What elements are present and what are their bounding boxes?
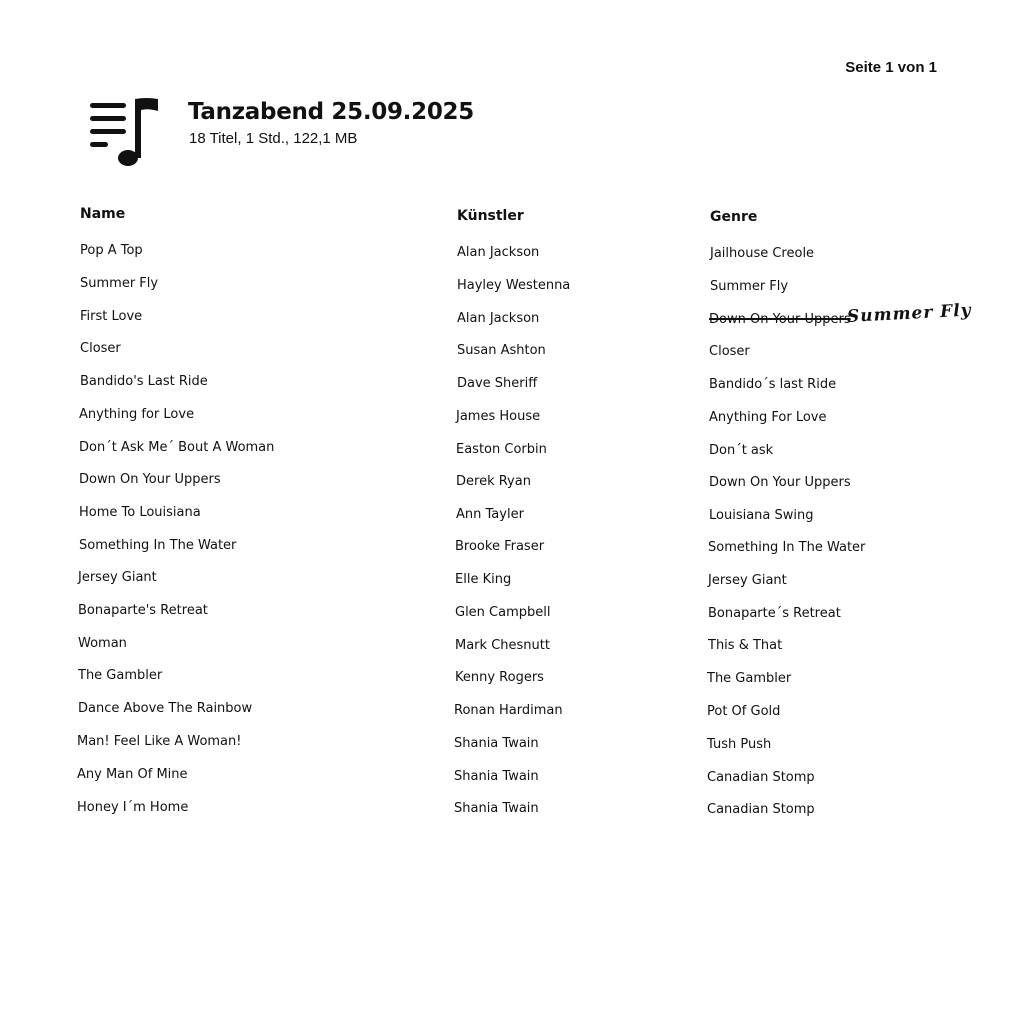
song-genre: Bandido´s last Ride: [709, 377, 837, 392]
handwritten-correction: Summer Fly: [846, 300, 973, 327]
playlist-title: Tanzabend 25.09.2025: [188, 99, 474, 125]
playlist-summary: 18 Titel, 1 Std., 122,1 MB: [189, 130, 358, 147]
column-header-name: Name: [80, 206, 126, 222]
song-genre: Pot Of Gold: [707, 704, 781, 719]
song-genre: Down On Your Uppers: [709, 475, 851, 490]
song-artist: Susan Ashton: [457, 343, 546, 358]
column-header-genre: Genre: [710, 209, 758, 225]
song-genre: Anything For Love: [709, 410, 827, 425]
song-artist: Easton Corbin: [456, 442, 547, 457]
song-genre: Don´t ask: [709, 443, 774, 458]
song-name: Woman: [78, 636, 127, 651]
song-genre: Tush Push: [707, 737, 772, 752]
song-name: Dance Above The Rainbow: [78, 701, 253, 716]
page-indicator: Seite 1 von 1: [845, 59, 937, 76]
song-name: Closer: [80, 341, 121, 356]
song-name: Pop A Top: [80, 243, 143, 258]
song-name: Jersey Giant: [78, 570, 157, 585]
song-artist: Ronan Hardiman: [454, 703, 563, 718]
song-artist: Shania Twain: [454, 769, 539, 784]
song-name: First Love: [80, 309, 143, 324]
song-artist: Dave Sheriff: [457, 376, 538, 391]
song-name: Summer Fly: [80, 276, 159, 291]
song-genre-struck: Down On Your Uppers: [709, 312, 851, 327]
song-name: Home To Louisiana: [79, 505, 201, 520]
song-name: Bandido's Last Ride: [80, 374, 208, 389]
song-artist: Shania Twain: [454, 801, 539, 816]
song-genre: This & That: [708, 638, 783, 653]
song-genre: The Gambler: [707, 671, 792, 686]
song-genre: Bonaparte´s Retreat: [708, 606, 841, 621]
song-artist: Glen Campbell: [455, 605, 551, 620]
song-genre: Jersey Giant: [708, 573, 787, 588]
song-artist: Derek Ryan: [456, 474, 531, 489]
song-artist: Alan Jackson: [457, 311, 540, 326]
song-artist: Alan Jackson: [457, 245, 540, 260]
playlist-music-icon: [86, 96, 162, 172]
song-name: Bonaparte's Retreat: [78, 603, 208, 618]
song-genre: Louisiana Swing: [709, 508, 814, 523]
song-name: Any Man Of Mine: [77, 767, 188, 782]
song-name: Honey I´m Home: [77, 800, 189, 815]
song-artist: James House: [456, 409, 541, 424]
song-genre: Jailhouse Creole: [710, 246, 815, 261]
song-name: The Gambler: [78, 668, 163, 683]
song-artist: Ann Tayler: [456, 507, 524, 522]
song-artist: Shania Twain: [454, 736, 539, 751]
song-genre: Something In The Water: [708, 540, 866, 555]
song-artist: Brooke Fraser: [455, 539, 545, 554]
song-artist: Hayley Westenna: [457, 278, 571, 293]
song-name: Don´t Ask Me´ Bout A Woman: [79, 440, 275, 455]
song-artist: Mark Chesnutt: [455, 638, 550, 653]
song-name: Anything for Love: [79, 407, 195, 422]
song-genre: Summer Fly: [710, 279, 789, 294]
song-name: Something In The Water: [79, 538, 237, 553]
column-header-artist: Künstler: [457, 208, 524, 224]
song-genre: Closer: [709, 344, 750, 359]
song-genre: Canadian Stomp: [707, 802, 815, 817]
song-artist: Elle King: [455, 572, 512, 587]
song-genre: Canadian Stomp: [707, 770, 815, 785]
song-artist: Kenny Rogers: [455, 670, 544, 685]
song-name: Down On Your Uppers: [79, 472, 221, 487]
song-name: Man! Feel Like A Woman!: [77, 734, 242, 749]
